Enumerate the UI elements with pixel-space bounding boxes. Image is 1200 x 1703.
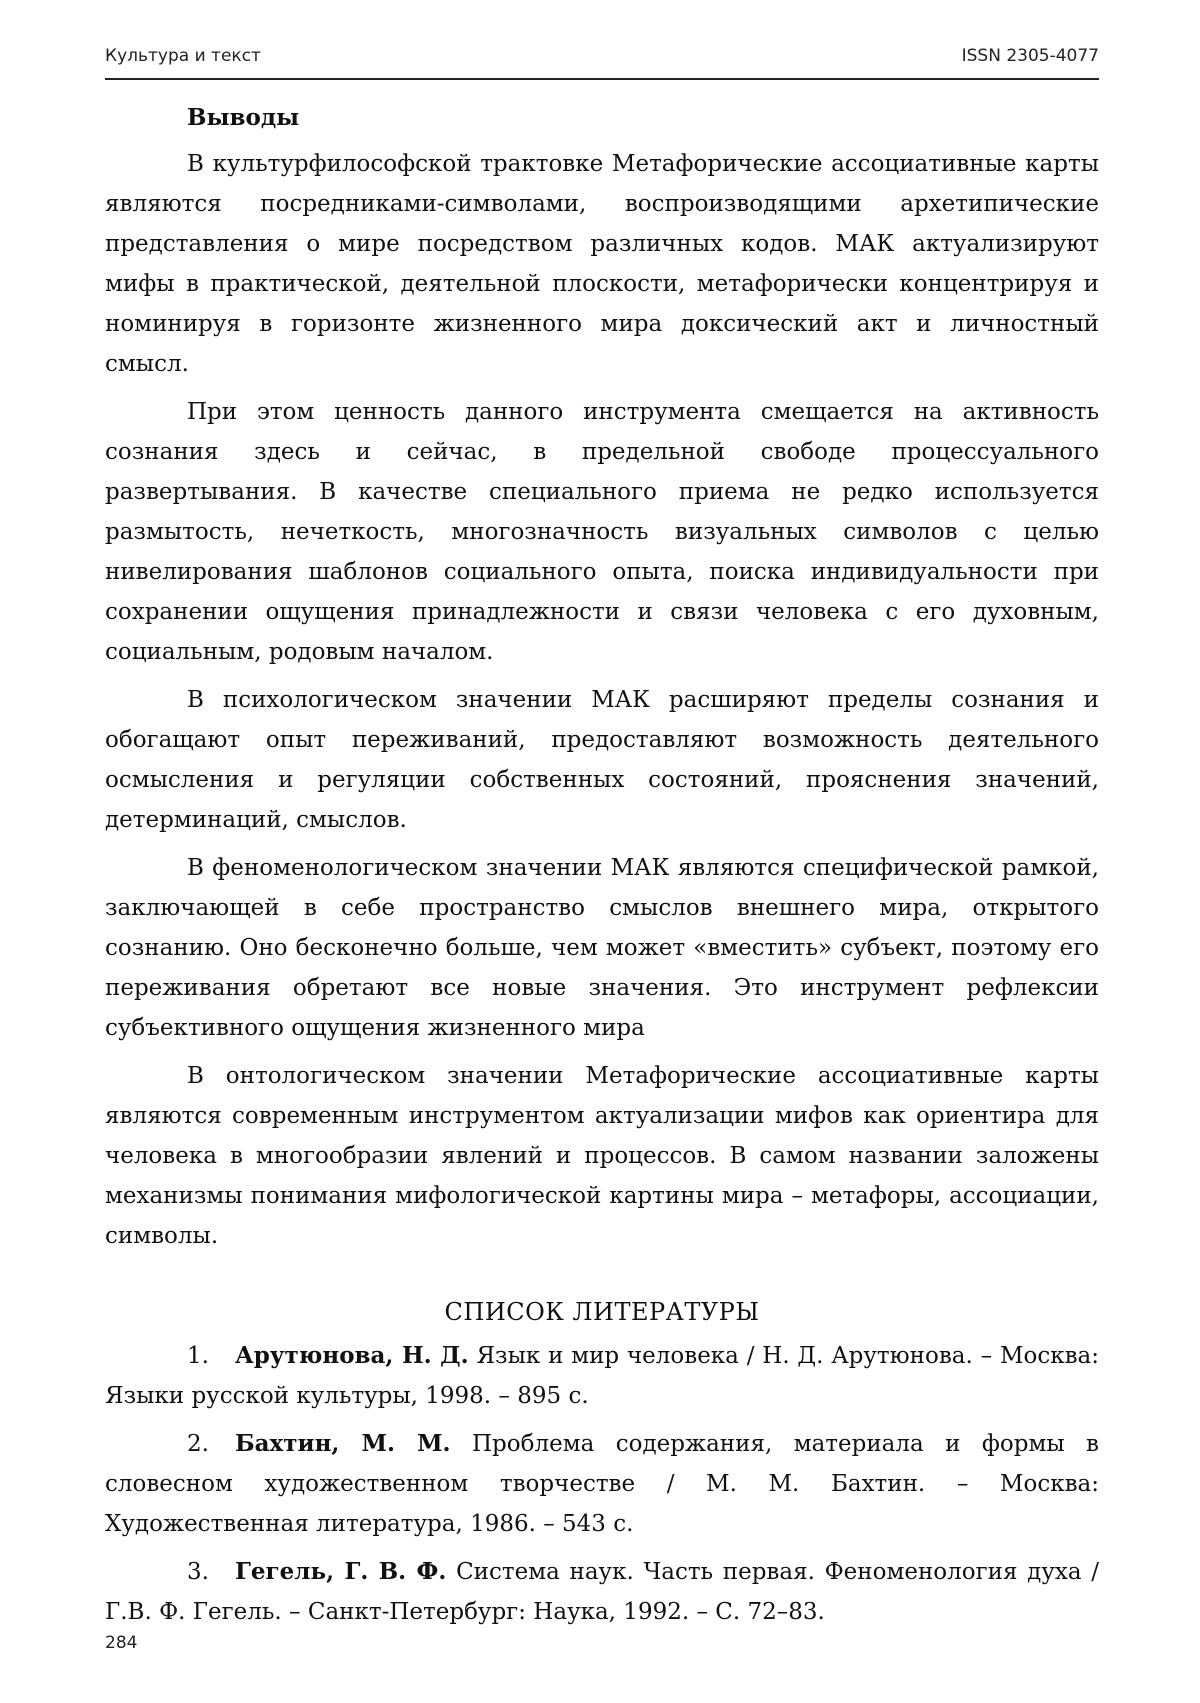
reference-text: Система наук. Часть первая. Феноменология духа / Г.В. Ф. Гегель. – Санкт-Петербург: Наука, 1992. – С. 72–83. [105, 1559, 1099, 1625]
reference-text: Проблема содержания, материала и формы в словесном художественном творчестве / М. М. Бахтин. – Москва: Художественная литература, 1986. – 543 с. [105, 1431, 1100, 1537]
paragraph: В онтологическом значении Метафорические ассоциативные карты являются современным инструментом актуализации мифов как ориентира для человека в многообразии явлений и процессов. В самом названии заложены механизмы понимания мифологической картины мира – метафоры, ассоциации, символы. [105, 1063, 1099, 1249]
reference-text: Язык и мир человека / Н. Д. Арутюнова. – Москва: Языки русской культуры, 1998. – 895 с. [105, 1343, 1100, 1409]
reference-author: Бахтин, М. М. [235, 1430, 451, 1457]
section-heading: Выводы [187, 104, 300, 131]
paragraph: В феноменологическом значении МАК являются специфической рамкой, заключающей в себе пространство смыслов внешнего мира, открытого сознанию. Оно бесконечно больше, чем может «вместить» субъект, поэтому его переживания обретают все новые значения. Это инструмент рефлексии субъективного ощущения жизненного мира [105, 855, 1099, 1041]
journal-title: Культура и текст [105, 46, 261, 66]
reference-author: Арутюнова, Н. Д. [235, 1342, 469, 1369]
page-number: 284 [105, 1633, 138, 1653]
paragraph: При этом ценность данного инструмента смещается на активность сознания здесь и сейчас, в предельной свободе процессуального развертывания. В качестве специального приема не редко используется размытость, нечеткость, многозначность визуальных символов с целью нивелирования шаблонов социального опыта, поиска индивидуальности при сохранении ощущения принадлежности и связи человека с его духовным, социальным, родовым началом. [105, 399, 1099, 665]
running-header [105, 46, 1099, 68]
reference-number: 1. [187, 1343, 209, 1369]
header-rule [105, 78, 1099, 80]
reference-author: Гегель, Г. В. Ф. [235, 1558, 447, 1585]
references-heading: СПИСОК ЛИТЕРАТУРЫ [444, 1298, 760, 1326]
issn-label: ISSN 2305-4077 [961, 46, 1099, 66]
reference-item [105, 1424, 1099, 1544]
reference-item [105, 1336, 1099, 1416]
reference-item [105, 1552, 1099, 1632]
reference-number: 3. [187, 1559, 209, 1585]
paragraph: В психологическом значении МАК расширяют пределы сознания и обогащают опыт переживаний, предоставляют возможность деятельного осмысления и регуляции собственных состояний, прояснения значений, детерминаций, смыслов. [105, 687, 1099, 833]
reference-number: 2. [187, 1431, 209, 1457]
paragraph: В культурфилософской трактовке Метафорические ассоциативные карты являются посредниками-символами, воспроизводящими архетипические представления о мире посредством различных кодов. МАК актуализируют мифы в практической, деятельной плоскости, метафорически концентрируя и номинируя в горизонте жизненного мира доксический акт и личностный смысл. [105, 151, 1099, 377]
article-body [105, 98, 1099, 1640]
